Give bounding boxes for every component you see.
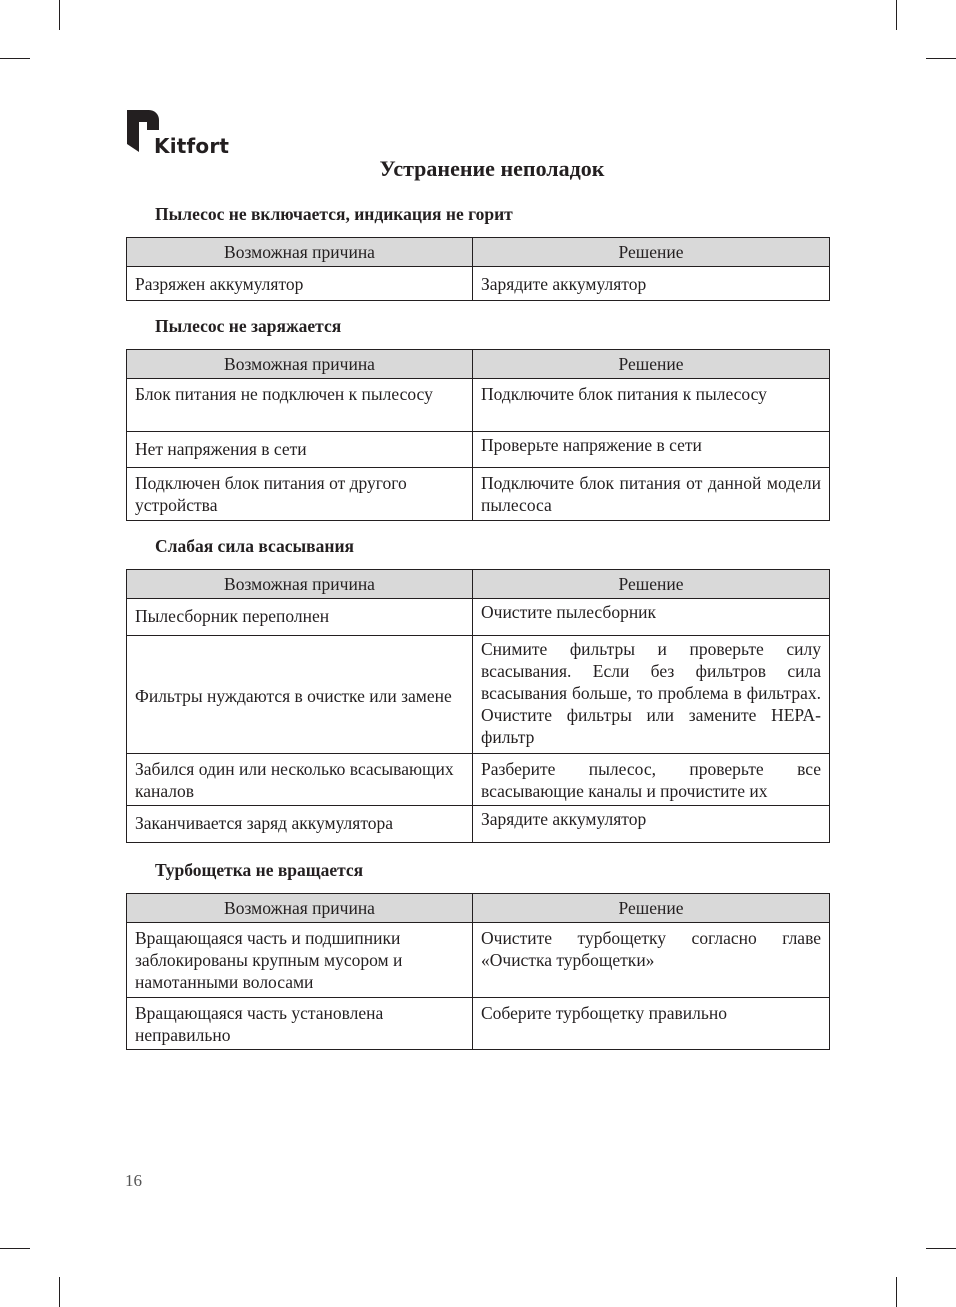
troubleshooting-table: [126, 237, 830, 301]
table-row: [127, 923, 830, 998]
table-row: [127, 754, 830, 806]
cause-cell: Вращающаяся часть и подшипники заблокированы крупным мусором и намотанными волосами: [127, 923, 473, 998]
column-header-cause: Возможная причина: [127, 894, 473, 923]
cause-cell: Нет напряжения в сети: [127, 432, 473, 468]
solution-cell: Подключите блок питания от данной модели пылесоса: [473, 468, 830, 521]
table-row: [127, 998, 830, 1050]
cause-cell: Забился один или несколько всасывающих каналов: [127, 754, 473, 806]
crop-mark: [926, 58, 956, 59]
cause-cell: Блок питания не подключен к пылесосу: [127, 379, 473, 432]
brand-logo: [125, 108, 230, 158]
table-header-row: [127, 238, 830, 267]
column-header-solution: Решение: [473, 894, 830, 923]
table-row: [127, 599, 830, 636]
solution-cell: Снимите фильтры и проверьте силу всасывания. Если без фильтров сила всасывания больше, то проблема в фильтрах. Очистите фильтры или замените HEPA-фильтр: [473, 636, 830, 754]
cause-cell: Подключен блок питания от другого устройства: [127, 468, 473, 521]
table-header-row: [127, 894, 830, 923]
troubleshooting-table: [126, 893, 830, 1050]
table-header-row: [127, 350, 830, 379]
section-heading: Турбощетка не вращается: [155, 860, 364, 880]
troubleshooting-table: [126, 349, 830, 521]
crop-mark: [896, 0, 897, 30]
solution-cell: Зарядите аккумулятор: [473, 267, 830, 301]
brand-name: Kitfort: [154, 134, 230, 158]
crop-mark: [0, 1248, 30, 1249]
column-header-cause: Возможная причина: [127, 238, 473, 267]
cause-cell: Фильтры нуждаются в очистке или замене: [127, 636, 473, 754]
table-row: [127, 636, 830, 754]
table-row: [127, 267, 830, 301]
cause-cell: Разряжен аккумулятор: [127, 267, 473, 301]
cause-cell: Вращающаяся часть установлена неправильно: [127, 998, 473, 1050]
solution-cell: Очистите турбощетку согласно главе «Очистка турбощетки»: [473, 923, 830, 998]
solution-cell: Разберите пылесос, проверьте все всасывающие каналы и прочистите их: [473, 754, 830, 806]
solution-cell: Подключите блок питания к пылесосу: [473, 379, 830, 432]
cause-cell: Пылесборник переполнен: [127, 599, 473, 636]
page-number: 16: [125, 1171, 142, 1190]
section-heading: Слабая сила всасывания: [155, 536, 355, 556]
crop-mark: [59, 0, 60, 30]
crop-mark: [0, 58, 30, 59]
table-row: [127, 806, 830, 843]
table-row: [127, 468, 830, 521]
page-title: Устранение неполадок: [379, 156, 605, 181]
column-header-solution: Решение: [473, 570, 830, 599]
table-row: [127, 432, 830, 468]
solution-cell: Проверьте напряжение в сети: [473, 432, 830, 468]
table-header-row: [127, 570, 830, 599]
section-heading: Пылесос не заряжается: [155, 316, 342, 336]
column-header-cause: Возможная причина: [127, 350, 473, 379]
table-row: [127, 379, 830, 432]
cause-cell: Заканчивается заряд аккумулятора: [127, 806, 473, 843]
crop-mark: [926, 1248, 956, 1249]
solution-cell: Зарядите аккумулятор: [473, 806, 830, 843]
column-header-solution: Решение: [473, 350, 830, 379]
section-heading: Пылесос не включается, индикация не горит: [155, 204, 513, 224]
troubleshooting-table: [126, 569, 830, 843]
crop-mark: [59, 1277, 60, 1307]
column-header-solution: Решение: [473, 238, 830, 267]
column-header-cause: Возможная причина: [127, 570, 473, 599]
crop-mark: [896, 1277, 897, 1307]
solution-cell: Соберите турбощетку правильно: [473, 998, 830, 1050]
solution-cell: Очистите пылесборник: [473, 599, 830, 636]
